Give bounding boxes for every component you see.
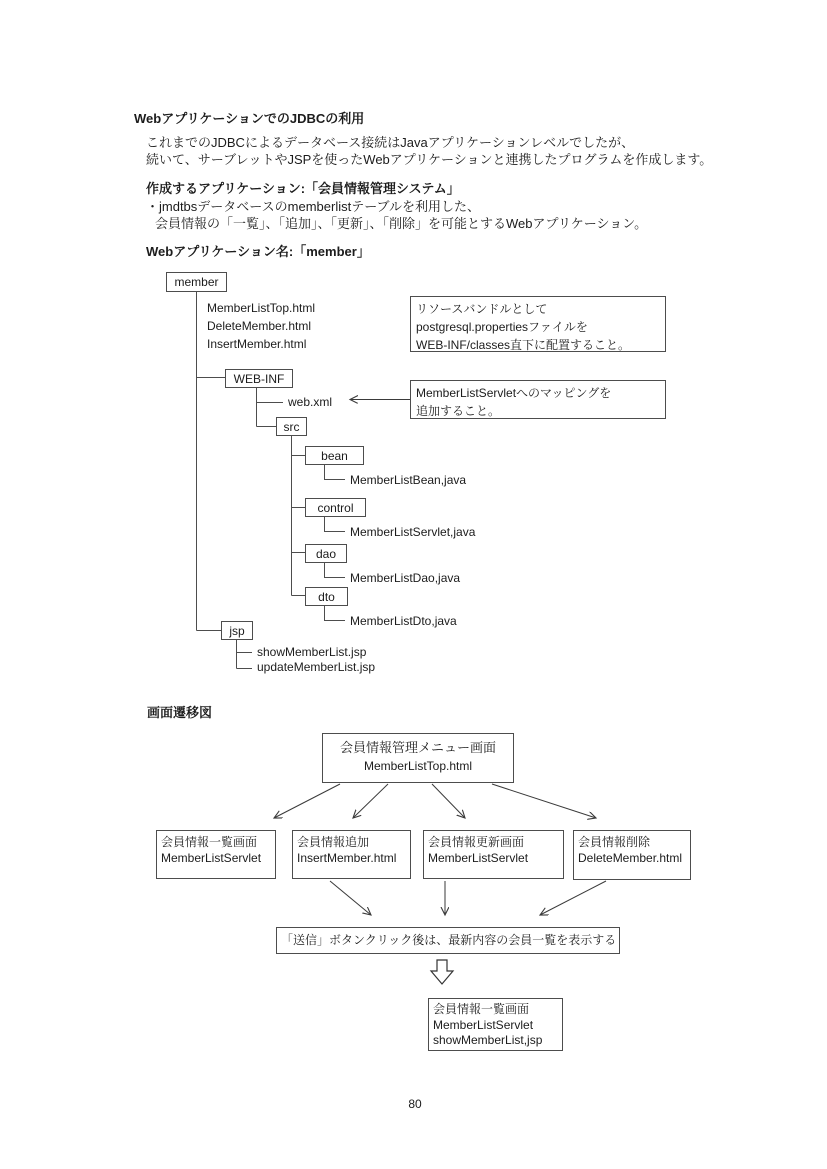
result-screen-box: [428, 998, 563, 1051]
screen-box-title: 会員情報管理メニュー画面: [339, 740, 496, 755]
webapp-name-heading: Webアプリケーション名:「member」: [146, 244, 370, 259]
screen-box-insert: [292, 830, 411, 879]
webinf-folder-label: WEB-INF: [233, 372, 285, 386]
dto-folder-box: [305, 587, 348, 606]
screen-box-file: InsertMember.html: [297, 851, 397, 865]
app-heading: 作成するアプリケーション:「会員情報管理システム」: [146, 181, 460, 196]
screen-box-title: 会員情報一覧画面: [433, 1002, 530, 1016]
screen-box-file: MemberListServlet: [433, 1017, 534, 1032]
note-line: 追加すること。: [416, 404, 501, 418]
submit-notice-box: 「送信」ボタンクリック後は、最新内容の会員一覧を表示する: [276, 927, 620, 954]
note-line: MemberListServletへのマッピングを: [416, 386, 612, 400]
root-files-list: [207, 299, 315, 353]
screen-box-title: 会員情報更新画面: [428, 835, 525, 849]
note-line: リソースバンドルとして: [416, 302, 548, 316]
bean-file-label: MemberListBean,java: [350, 473, 467, 487]
note-resource-bundle-box: [410, 296, 666, 352]
screen-box-title: 会員情報一覧画面: [161, 835, 258, 849]
jsp-folder-box: [221, 621, 253, 640]
file-item: InsertMember.html: [207, 337, 307, 351]
note-servlet-mapping-box: [410, 380, 666, 419]
intro-line-1: これまでのJDBCによるデータベース接続はJavaアプリケーションレベルでしたが、: [146, 135, 635, 150]
bean-folder-label: bean: [321, 449, 348, 463]
webxml-file-label: web.xml: [288, 395, 333, 409]
screen-box-title: 会員情報追加: [297, 835, 370, 849]
dao-file-label: MemberListDao,java: [350, 571, 461, 585]
dao-folder-box: [305, 544, 347, 563]
control-folder-box: [305, 498, 366, 517]
screen-box-title: 会員情報削除: [578, 835, 651, 849]
menu-screen-box: [322, 733, 514, 783]
control-folder-label: control: [317, 501, 354, 515]
app-desc-1: ・jmdtbsデータベースのmemberlistテーブルを利用した、: [146, 199, 481, 214]
note-line: postgresql.propertiesファイルを: [416, 320, 588, 334]
screen-box-delete: [573, 830, 691, 880]
screen-box-file: MemberListServlet: [428, 851, 529, 865]
screen-box-list-view: [156, 830, 276, 879]
src-folder-box: [276, 417, 307, 436]
intro-line-2: 続いて、サーブレットやJSPを使ったWebアプリケーションと連携したプログラムを作成します。: [146, 152, 713, 167]
dao-folder-label: dao: [315, 547, 337, 561]
transition-heading: 画面遷移図: [147, 705, 213, 720]
note-line: WEB-INF/classes直下に配置すること。: [416, 338, 631, 352]
member-folder-box: [166, 272, 227, 292]
file-item: showMemberList.jsp: [257, 645, 367, 659]
dto-folder-label: dto: [318, 590, 335, 604]
hollow-down-arrow-icon: [431, 960, 453, 984]
screen-box-file: DeleteMember.html: [578, 851, 683, 865]
app-desc-2: 会員情報の「一覧」、「追加」、「更新」、「削除」を可能とするWebアプリケーション。: [155, 216, 648, 231]
jsp-files-list: [257, 645, 375, 675]
control-file-label: MemberListServlet,java: [350, 525, 476, 539]
screen-box-file: MemberListTop.html: [363, 759, 473, 773]
screen-box-file: showMemberList,jsp: [433, 1033, 543, 1047]
page-number: 80: [408, 1097, 422, 1111]
member-folder-label: member: [174, 275, 219, 289]
file-item: updateMemberList.jsp: [257, 660, 376, 674]
dto-file-label: MemberListDto,java: [350, 614, 457, 628]
file-item: DeleteMember.html: [207, 319, 312, 333]
bean-folder-box: [305, 446, 364, 465]
src-folder-label: src: [283, 420, 300, 434]
screen-box-file: MemberListServlet: [161, 851, 262, 865]
page-title: WebアプリケーションでのJDBCの利用: [134, 111, 365, 126]
webinf-folder-box: [225, 369, 293, 388]
jsp-folder-label: jsp: [229, 624, 245, 638]
screen-box-update: [423, 830, 564, 879]
file-item: MemberListTop.html: [207, 301, 316, 315]
